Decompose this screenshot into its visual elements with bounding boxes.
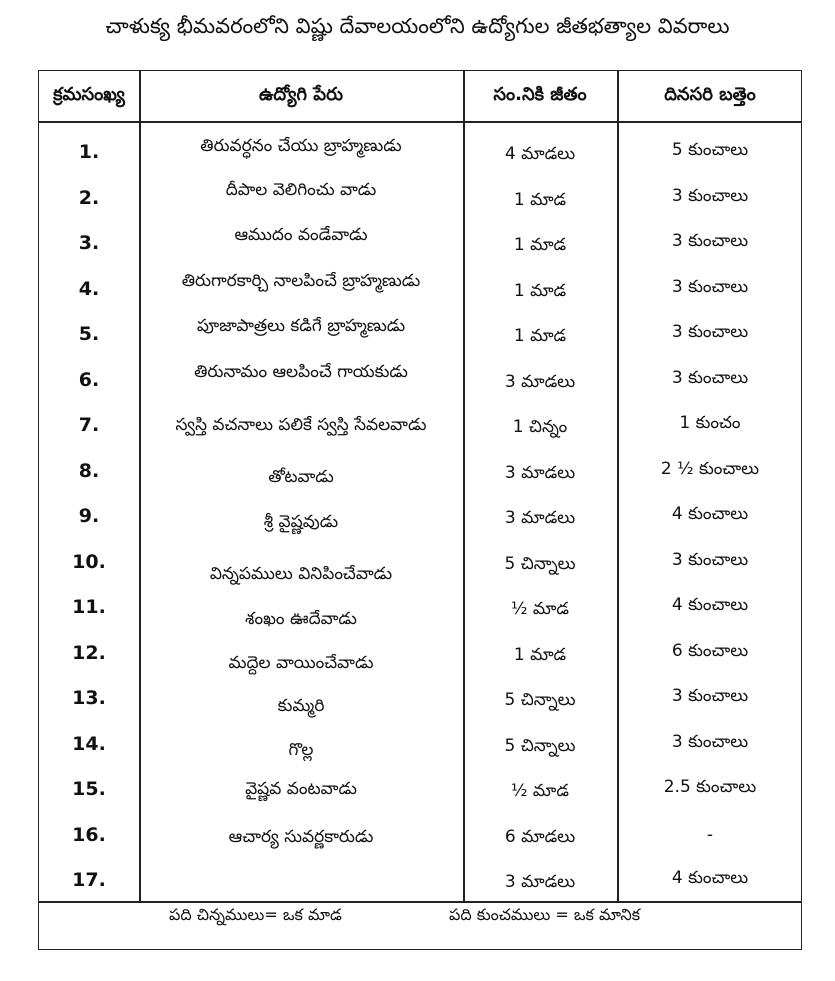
row-serial: 1. — [78, 141, 100, 163]
row-annual-salary: 5 చిన్నాలు — [504, 735, 576, 756]
row-employee-name: ఆముదం వండేవాడు — [234, 225, 368, 245]
row-daily-allowance: 6 కుంచాలు — [671, 640, 749, 661]
row-serial: 15. — [72, 778, 106, 800]
row-annual-salary: 5 చిన్నాలు — [504, 690, 576, 710]
row-employee-name: విన్నపములు వినిపించేవాడు — [209, 563, 393, 584]
row-daily-allowance: 3 కుంచాలు — [671, 231, 749, 251]
row-serial: 12. — [72, 641, 106, 664]
row-serial: 10. — [72, 550, 106, 573]
row-serial: 8. — [78, 459, 100, 482]
row-annual-salary: 3 మాడలు — [504, 872, 576, 892]
row-daily-allowance: 3 కుంచాలు — [671, 367, 749, 388]
row-annual-salary: 3 మాడలు — [504, 462, 576, 483]
row-daily-allowance: 3 కుంచాలు — [671, 185, 749, 206]
row-annual-salary: 1 మాడ — [513, 235, 567, 255]
row-serial: 17. — [72, 869, 106, 891]
row-employee-name: స్వస్తి వచనాలు పలికే స్వస్తి సేవలవాడు — [175, 415, 427, 435]
row-serial: 6. — [78, 368, 100, 391]
row-employee-name: దీపాల వెలిగించు వాడు — [225, 179, 377, 200]
row-serial: 3. — [78, 232, 100, 254]
header-divider — [39, 121, 801, 123]
row-serial: 4. — [78, 277, 100, 300]
header-daily-allowance: దినసరి బత్తెం — [664, 83, 756, 105]
footer-note — [39, 903, 801, 949]
footer-note-chinnam: పది చిన్నములు= ఒక మాడ — [169, 905, 342, 924]
row-serial: 5. — [78, 323, 100, 345]
row-daily-allowance: 4 కుంచాలు — [671, 868, 749, 888]
row-daily-allowance: 2.5 కుంచాలు — [663, 777, 757, 797]
row-employee-name: వైష్ణవ వంటవాడు — [245, 779, 357, 799]
salary-table — [38, 70, 802, 950]
footer-note-kuncham: పది కుంచములు = ఒక మానిక — [449, 905, 641, 924]
row-annual-salary: 1 మాడ — [513, 280, 567, 301]
header-annual-salary: సం.నికి జీతం — [493, 83, 587, 105]
row-employee-name: తోటవాడు — [268, 466, 334, 487]
row-annual-salary: 1 మాడ — [513, 644, 567, 665]
row-annual-salary: ½ మాడ — [511, 781, 569, 801]
row-serial: 13. — [72, 687, 106, 709]
row-daily-allowance: 4 కుంచాలు — [671, 504, 749, 524]
row-daily-allowance: 2 ½ కుంచాలు — [660, 458, 760, 479]
row-employee-name: శంఖం ఊదేవాడు — [245, 609, 357, 629]
row-daily-allowance: 3 కుంచాలు — [671, 549, 749, 570]
row-serial: 16. — [72, 823, 106, 846]
row-employee-name: పూజాపాత్రలు కడిగే బ్రాహ్మణుడు — [196, 316, 406, 336]
row-daily-allowance: 3 కుంచాలు — [671, 686, 749, 706]
row-employee-name: గొల్ల — [288, 739, 314, 760]
row-daily-allowance: 3 కుంచాలు — [671, 322, 749, 342]
row-annual-salary: ½ మాడ — [511, 599, 569, 619]
header-employee-name: ఉద్యోగి పేరు — [259, 83, 343, 105]
row-daily-allowance: - — [706, 824, 714, 845]
row-daily-allowance: 3 కుంచాలు — [671, 731, 749, 752]
row-employee-name — [139, 859, 463, 889]
row-employee-name: శ్రీ వైష్ణవుడు — [263, 512, 339, 532]
row-annual-salary: 5 చిన్నాలు — [504, 553, 576, 574]
row-daily-allowance: 5 కుంచాలు — [671, 140, 749, 160]
row-annual-salary: 6 మాడలు — [504, 826, 576, 847]
row-annual-salary: 4 మాడలు — [504, 144, 576, 164]
header-serial: క్రమసంఖ్య — [53, 83, 125, 105]
row-employee-name: తిరువర్ధనం చేయు బ్రాహ్మణుడు — [200, 136, 402, 156]
row-annual-salary: 3 మాడలు — [504, 508, 576, 528]
row-serial: 14. — [72, 732, 106, 755]
page-title: చాళుక్య భీమవరంలోని విష్ణు దేవాలయంలోని ఉద్యోగుల జీతభత్యాల వివరాలు — [105, 14, 730, 38]
row-employee-name: తిరునామం ఆలపించే గాయకుడు — [194, 361, 408, 382]
row-annual-salary: 3 మాడలు — [504, 371, 576, 392]
row-employee-name: కుమ్మరి — [277, 696, 325, 716]
row-annual-salary: 1 మాడ — [513, 189, 567, 210]
row-employee-name: తిరుగారకార్చి నాలపించే బ్రాహ్మణుడు — [181, 270, 421, 291]
row-employee-name: మద్దెల వాయించేవాడు — [228, 652, 374, 673]
row-serial: 2. — [78, 186, 100, 209]
row-serial: 9. — [78, 505, 100, 527]
row-annual-salary: 1 చిన్నం — [512, 417, 568, 437]
row-serial: 7. — [78, 414, 100, 436]
row-daily-allowance: 3 కుంచాలు — [671, 276, 749, 297]
row-daily-allowance: 1 కుంచం — [679, 413, 741, 433]
row-employee-name: ఆచార్య సువర్ణకారుడు — [228, 826, 374, 847]
row-serial: 11. — [72, 596, 106, 618]
row-daily-allowance: 4 కుంచాలు — [671, 595, 749, 615]
row-annual-salary: 1 మాడ — [513, 326, 567, 346]
